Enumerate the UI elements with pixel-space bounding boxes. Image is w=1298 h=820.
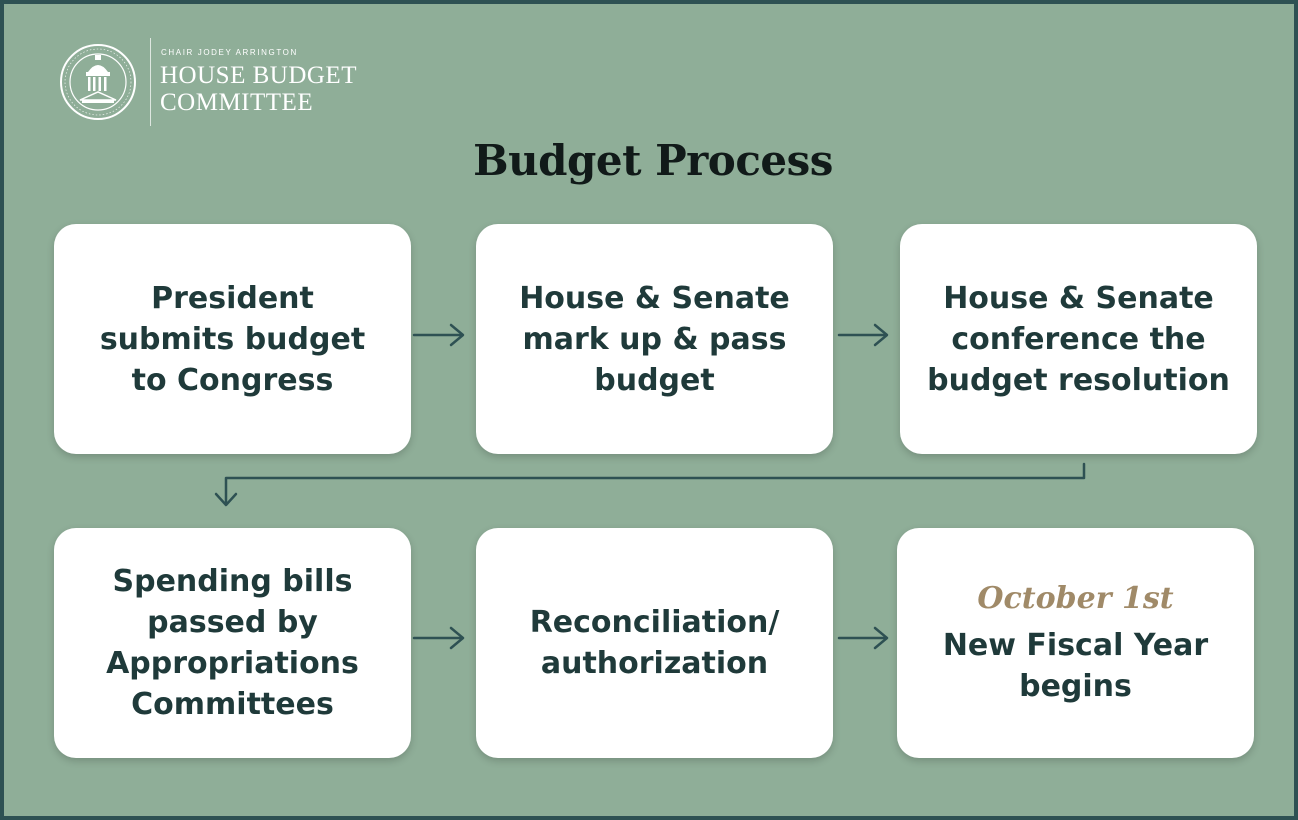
flow-connectors <box>4 4 1294 816</box>
fiscal-year-date: October 1st <box>977 581 1174 616</box>
arrow-right-icon <box>414 325 463 345</box>
step-text: Reconciliation/ authorization <box>529 605 780 681</box>
arrow-right-icon <box>414 628 463 648</box>
step-text: President submits budget to Congress <box>99 280 366 398</box>
chair-name: CHAIR JODEY ARRINGTON <box>161 48 298 57</box>
arrow-right-icon <box>839 628 887 648</box>
step-text: New Fiscal Year begins <box>942 628 1209 704</box>
arrow-right-icon <box>839 325 887 345</box>
step-text: House & Senate conference the budget resolution <box>927 280 1230 398</box>
flow-return-connector <box>216 464 1084 505</box>
page-title: Budget Process <box>473 136 833 185</box>
step-text: Spending bills passed by Appropriations Committees <box>106 564 359 722</box>
step-text: House & Senate mark up & pass budget <box>519 280 790 398</box>
committee-name: HOUSE BUDGET COMMITTEE <box>160 62 357 116</box>
